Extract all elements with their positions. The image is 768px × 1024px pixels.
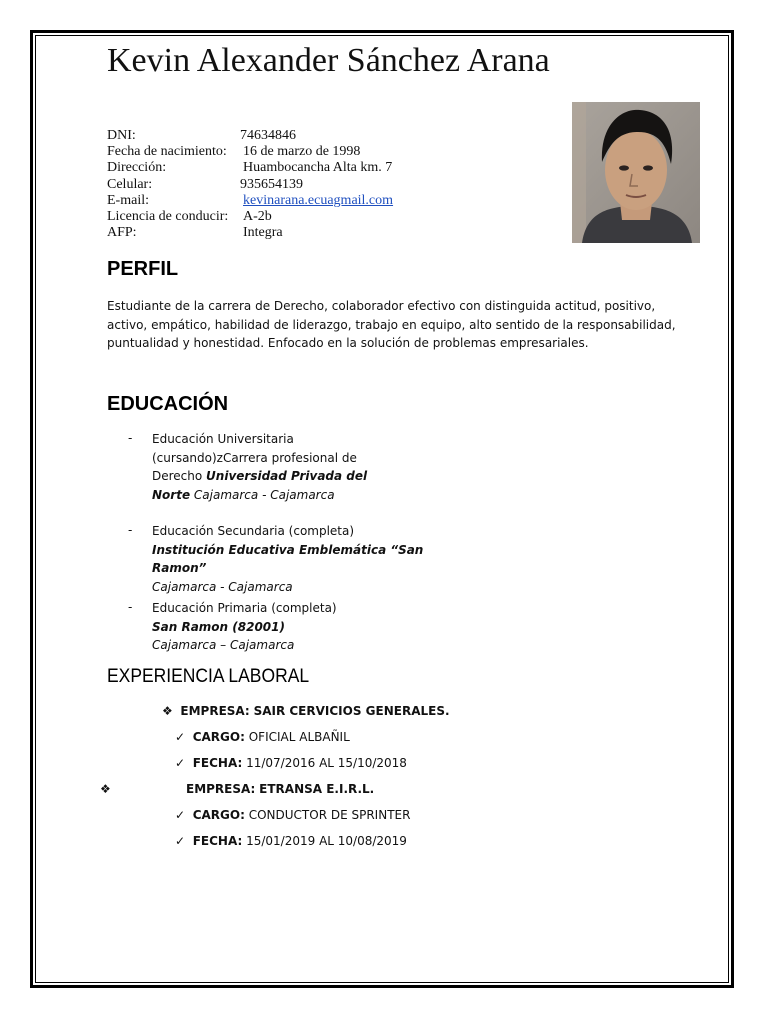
- date-value: 11/07/2016 AL 15/10/2018: [246, 756, 407, 770]
- education-institution: San Ramon (82001): [152, 619, 285, 634]
- check-icon: ✓: [175, 834, 186, 848]
- bullet-dash: -: [128, 600, 133, 614]
- education-institution: Universidad Privada del Norte: [152, 469, 368, 502]
- info-label: Fecha de nacimiento:: [107, 144, 227, 160]
- info-value: 74634846: [240, 128, 296, 143]
- date-label: FECHA:: [192, 834, 243, 848]
- bullet-dash: -: [128, 431, 133, 445]
- check-icon: ✓: [175, 730, 186, 744]
- job-role-line: [175, 808, 410, 822]
- education-degree: Educación Secundaria (completa): [152, 524, 355, 538]
- perfil-text: Estudiante de la carrera de Derecho, colaborador efectivo con distinguida actitud, positivo, activo, empático, habilidad de liderazgo, trabajo en equipo, alto sentido de la responsabilidad, puntualidad y honestidad. Enfocado en la solución de problemas empresariales.: [107, 299, 676, 350]
- job-company-line: [186, 782, 374, 796]
- info-label: Dirección:: [107, 160, 167, 176]
- date-label: FECHA:: [192, 756, 243, 770]
- info-label: Licencia de conducir:: [107, 208, 229, 224]
- bullet-dash: -: [128, 523, 133, 537]
- company-name: ETRANSA E.I.R.L.: [259, 782, 375, 796]
- education-institution: Institución Educativa Emblemática “San Ramon”: [152, 542, 424, 575]
- role-value: CONDUCTOR DE SPRINTER: [248, 808, 411, 822]
- job-date-line: [175, 834, 407, 848]
- company-label: EMPRESA:: [180, 704, 250, 718]
- section-title-educacion: EDUCACIÓN: [107, 393, 229, 415]
- date-value: 15/01/2019 AL 10/08/2019: [246, 834, 407, 848]
- job-role-line: [175, 730, 350, 744]
- info-label: AFP:: [107, 225, 137, 241]
- diamond-bullet-icon: ❖: [100, 782, 111, 796]
- role-label: CARGO:: [192, 808, 245, 822]
- education-degree: Educación Universitaria (cursando)zCarrera profesional de Derecho: [152, 432, 357, 483]
- education-place: Cajamarca – Cajamarca: [152, 638, 295, 652]
- diamond-bullet-icon: ❖: [162, 704, 173, 718]
- info-label: E-mail:: [107, 192, 149, 208]
- company-name: SAIR CERVICIOS GENERALES.: [253, 704, 450, 718]
- email-link[interactable]: kevinarana.ecuagmail.com: [243, 192, 394, 208]
- education-item: [152, 430, 382, 504]
- info-value: 935654139: [240, 176, 303, 192]
- profile-photo: [572, 102, 700, 243]
- role-label: CARGO:: [192, 730, 245, 744]
- job-company-line: [162, 704, 450, 718]
- info-label: DNI:: [107, 128, 136, 143]
- education-item: [152, 599, 382, 655]
- check-icon: ✓: [175, 756, 186, 770]
- education-place: Cajamarca - Cajamarca: [152, 579, 293, 594]
- role-value: OFICIAL ALBAÑIL: [248, 730, 350, 744]
- section-title-experiencia: EXPERIENCIA LABORAL: [107, 666, 310, 687]
- info-value: A-2b: [243, 208, 272, 224]
- info-value: 16 de marzo de 1998: [243, 144, 361, 160]
- info-value: Integra: [243, 225, 283, 241]
- education-item: [152, 522, 472, 596]
- job-date-line: [175, 756, 407, 770]
- info-value: Huambocancha Alta km. 7: [243, 160, 393, 176]
- company-label: EMPRESA:: [186, 782, 256, 796]
- education-degree: Educación Primaria (completa): [152, 601, 337, 615]
- section-title-perfil: PERFIL: [107, 258, 179, 280]
- info-label: Celular:: [107, 176, 153, 192]
- check-icon: ✓: [175, 808, 186, 822]
- candidate-name: Kevin Alexander Sánchez Arana: [107, 42, 550, 79]
- education-place: Cajamarca - Cajamarca: [190, 487, 335, 502]
